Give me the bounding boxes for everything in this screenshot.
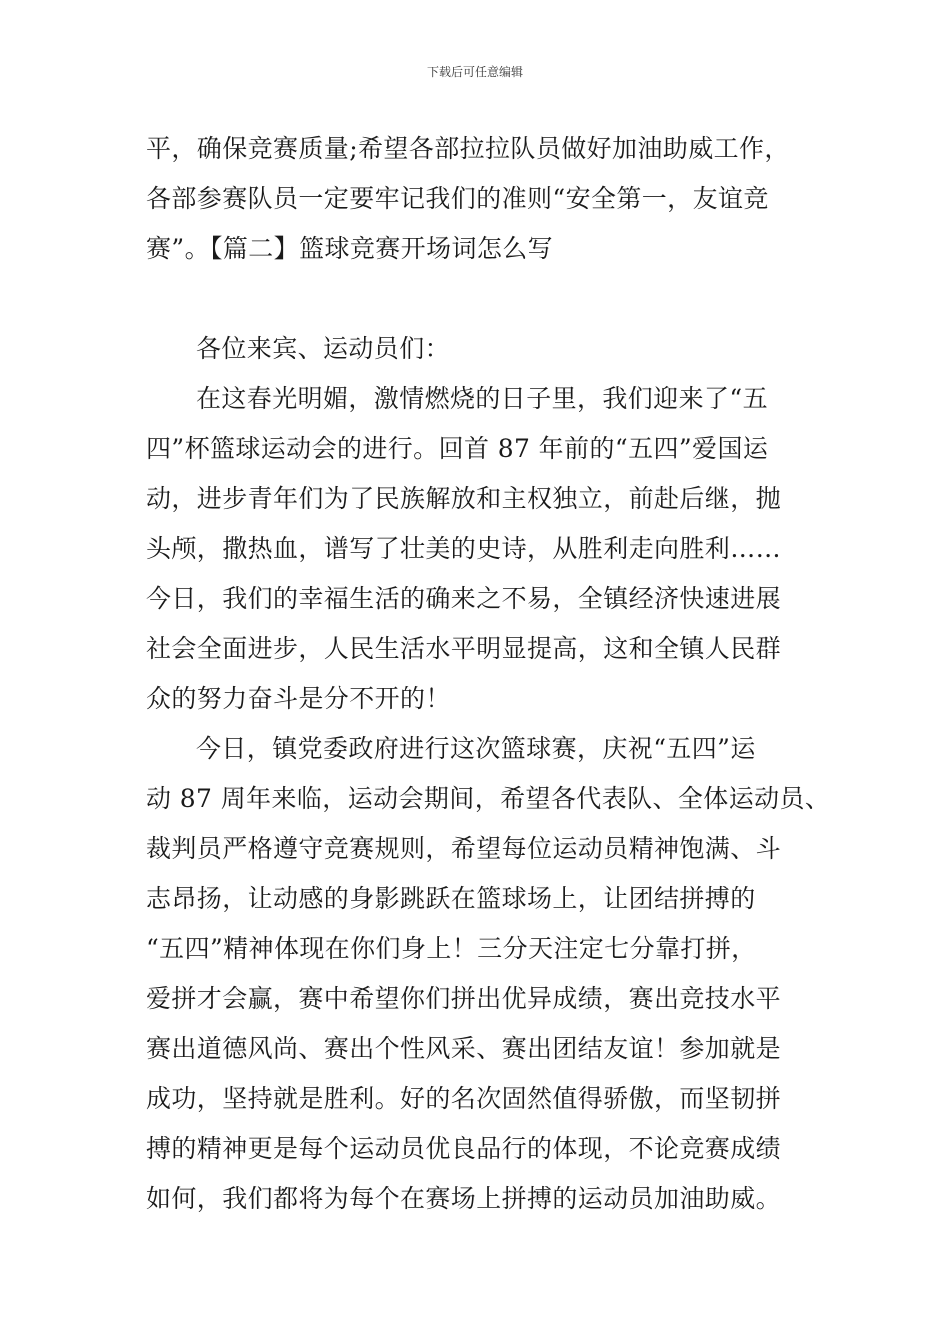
text-line: 搏的精神更是每个运动员优良品行的体现，不论竞赛成绩 <box>146 1134 782 1163</box>
salutation-line: 各位来宾、运动员们： <box>196 334 451 363</box>
document-body <box>146 124 831 1224</box>
text-line: 志昂扬，让动感的身影跳跃在篮球场上，让团结拼搏的 <box>146 884 756 913</box>
section-heading-line: 赛”。【篇二】篮球竞赛开场词怎么写 <box>146 234 554 263</box>
text-line: “五四”精神体现在你们身上！三分天注定七分靠打拼， <box>146 934 757 963</box>
text-line: 爱拼才会赢，赛中希望你们拼出优异成绩，赛出竞技水平 <box>146 984 782 1013</box>
paragraph-gap <box>146 274 826 324</box>
text-line: 今日，镇党委政府进行这次篮球赛，庆祝“五四”运 <box>196 734 756 763</box>
text-line: 动，进步青年们为了民族解放和主权独立，前赴后继，抛 <box>146 484 782 513</box>
page-header: 下载后可任意编辑 <box>426 65 523 79</box>
text-line: 成功，坚持就是胜利。好的名次固然值得骄傲，而坚韧拼 <box>146 1084 782 1113</box>
text-line: 今日，我们的幸福生活的确来之不易，全镇经济快速进展 <box>146 584 782 613</box>
text-line: 头颅，撒热血，谱写了壮美的史诗，从胜利走向胜利…… <box>146 534 782 563</box>
text-line: 裁判员严格遵守竞赛规则，希望每位运动员精神饱满、斗 <box>146 834 782 863</box>
text-line: 众的努力奋斗是分不开的！ <box>146 684 451 713</box>
text-line: 在这春光明媚，激情燃烧的日子里，我们迎来了“五 <box>196 384 768 413</box>
text-line: 社会全面进步，人民生活水平明显提高，这和全镇人民群 <box>146 634 782 663</box>
text-line: 赛出道德风尚、赛出个性风采、赛出团结友谊！参加就是 <box>146 1034 782 1063</box>
text-line: 各部参赛队员一定要牢记我们的准则“安全第一，友谊竞 <box>146 184 769 213</box>
text-line: 四”杯篮球运动会的进行。回首 87 年前的“五四”爱国运 <box>146 434 769 463</box>
text-line: 平，确保竞赛质量;希望各部拉拉队员做好加油助威工作， <box>146 134 790 163</box>
text-line: 如何，我们都将为每个在赛场上拼搏的运动员加油助威。 <box>146 1184 782 1213</box>
text-line: 动 87 周年来临，运动会期间，希望各代表队、全体运动员、 <box>146 784 831 813</box>
